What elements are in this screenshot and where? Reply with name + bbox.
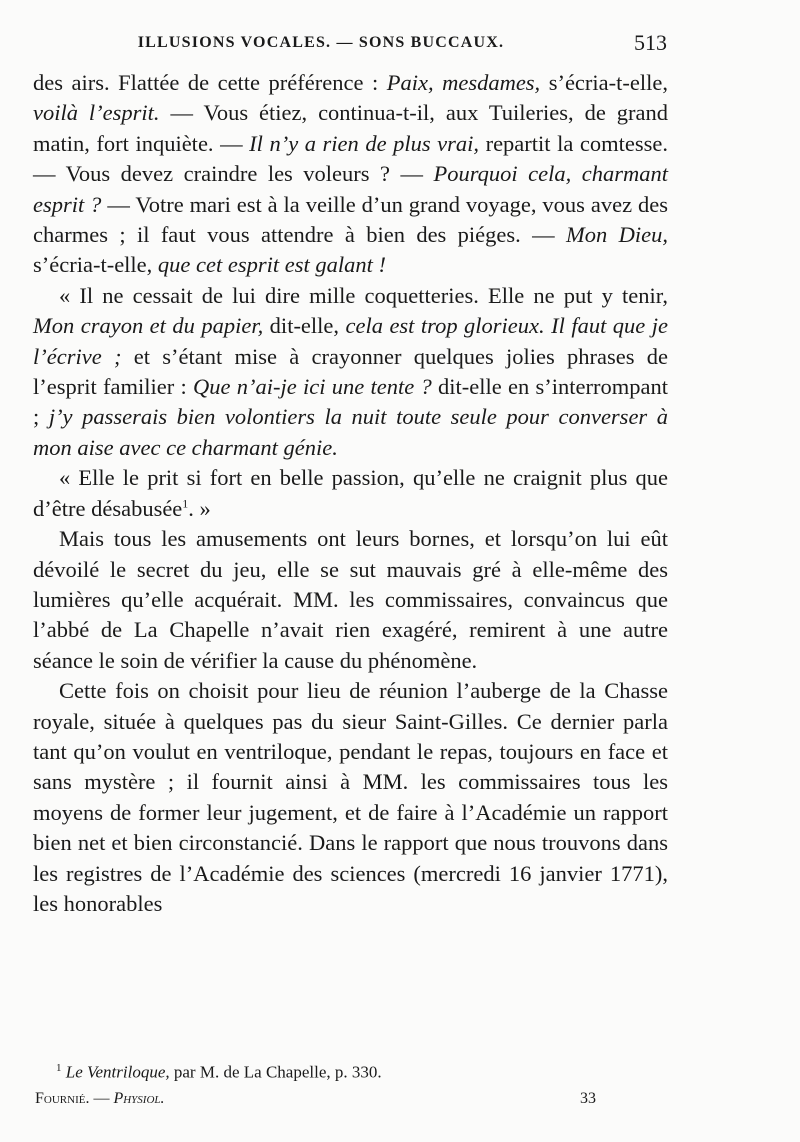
text-run: — Vous étiez, continua-t-il, aux Tuileries, de grand matin, fort inquiète. — (33, 100, 668, 156)
footnote-text (66, 1063, 382, 1082)
italic-run: Que n’ai-je ici une tente ? (193, 374, 432, 400)
italic-run: cela est trop glorieux. Il faut que je l’écrive ; (33, 313, 668, 369)
footnote-reference: 1 (182, 496, 189, 511)
footnote (56, 1062, 656, 1083)
paragraph (33, 463, 668, 524)
italic-run: Paix, mesdames, (386, 70, 541, 95)
paragraph (33, 68, 668, 281)
italic-run: Il n’y a rien de plus vrai, (249, 130, 480, 156)
italic-run: j’y passerais bien volontiers la nuit toute seule pour converser à mon aise avec ce charmant génie. (33, 404, 668, 460)
signature-number: 33 (580, 1090, 596, 1107)
italic-run: que cet esprit est galant ! (157, 252, 386, 278)
text-run: dit-elle en s’interrompant ; (33, 374, 669, 430)
text-run: . » (188, 495, 211, 521)
paragraph (33, 676, 668, 919)
body-text (33, 68, 668, 919)
text-run: repartit la comtesse. — Vous devez craindre les voleurs ? — (33, 130, 668, 187)
footnote-marker: 1 (56, 1062, 62, 1074)
text-run: « Elle le prit si fort en belle passion, qu’elle ne craignit plus que d’être désabusée (33, 465, 668, 521)
italic-run: voilà l’esprit. (33, 100, 160, 126)
italic-run: Mon Dieu, (566, 222, 669, 248)
text-run: Cette fois on choisit pour lieu de réunion l’auberge de la Chasse royale, située à quelques pas du sieur Saint-Gilles. Ce dernier parla tant qu’on voulut en ventriloque, pendant le repas, toujours en face et sans mystère ; il fournit ainsi à MM. les commissaires tous les moyens de former leur jugement, et de faire à l’Académie un rapport bien net et bien circonstancié. Dans le rapport que nous trouvons dans les registres de l’Académie des sciences (mercredi 16 janvier 1771), les honorables (33, 678, 668, 916)
italic-run: Pourquoi cela, charmant esprit ? (33, 161, 668, 217)
signature-separator: — (89, 1090, 114, 1107)
running-head (35, 30, 667, 60)
text-run: des airs. Flattée de cette préférence : (33, 70, 387, 95)
page-number: 513 (634, 30, 667, 55)
running-title: ILLUSIONS VOCALES. — SONS BUCCAUX. (137, 34, 505, 51)
signature-author-title (35, 1090, 165, 1108)
paragraph (33, 281, 668, 463)
text-run: s’écria-t-elle, (540, 70, 668, 95)
footnote-text-run: par M. de La Chapelle, p. 330. (169, 1062, 382, 1082)
footnote-italic-run: Le Ventriloque, (65, 1062, 170, 1082)
text-run: et s’étant mise à crayonner quelques jolies phrases de l’esprit familier : (33, 343, 668, 400)
text-run: s’écria-t-elle, (33, 252, 158, 278)
italic-run: Mon crayon et du papier, (33, 313, 264, 339)
signature-title: Physiol. (113, 1090, 165, 1107)
text-run: — Votre mari est à la veille d’un grand voyage, vous avez des charmes ; il faut vous attendre à bien des piéges. — (33, 191, 668, 248)
text-run: « Il ne cessait de lui dire mille coquetteries. Elle ne put y tenir, (59, 282, 668, 308)
text-run: Mais tous les amusements ont leurs bornes, et lorsqu’on lui eût dévoilé le secret du jeu, elle se sut mauvais gré à elle-même des lumières qu’elle acquérait. MM. les commissaires, convaincus que l’abbé de La Chapelle n’avait rien exagéré, remirent à une autre séance le soin de vérifier la cause du phénomène. (33, 526, 668, 673)
text-run: dit-elle, (263, 313, 346, 339)
signature-author: Fournié. (35, 1090, 90, 1107)
paragraph (33, 524, 668, 676)
